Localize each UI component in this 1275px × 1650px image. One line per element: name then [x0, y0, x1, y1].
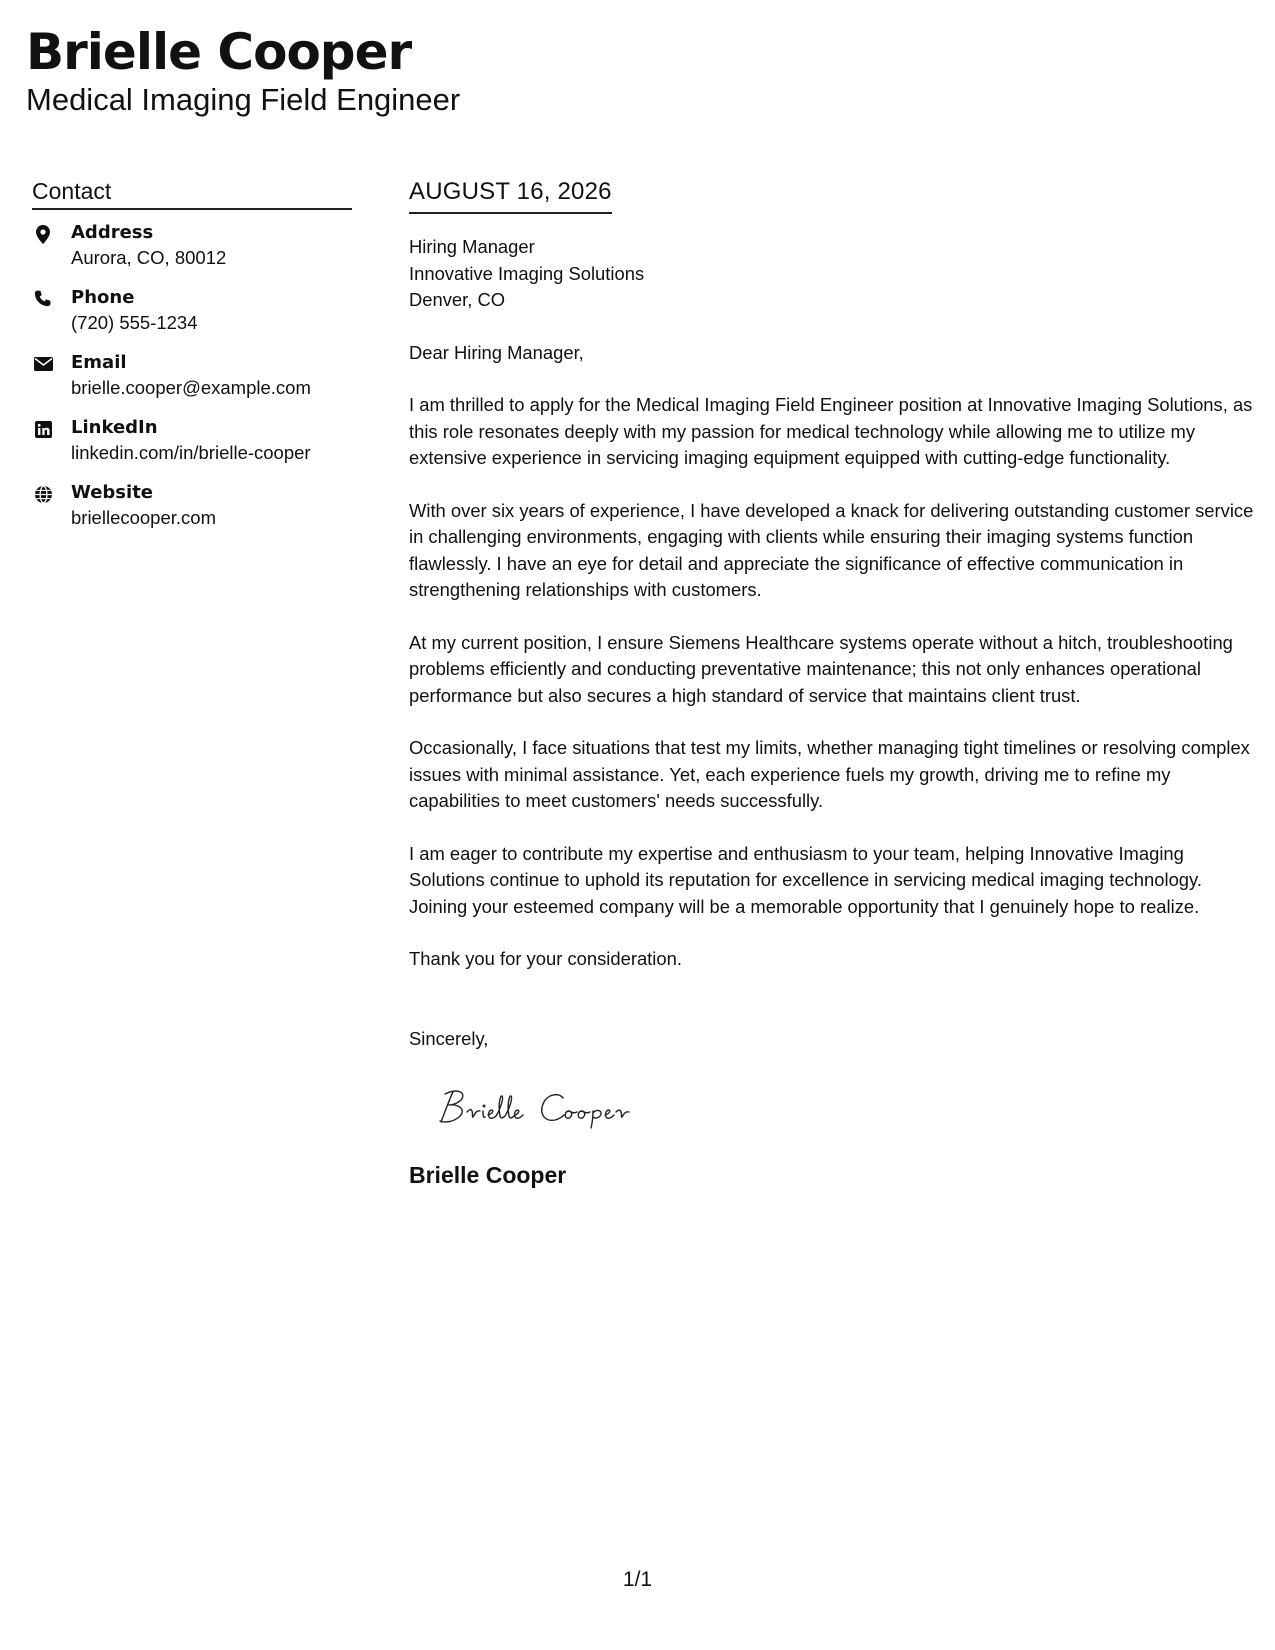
contact-address [32, 220, 352, 270]
contact-email [32, 350, 352, 400]
letter-paragraph: With over six years of experience, I have developed a knack for delivering outstanding customer service in challenging environments, engaging with clients while ensuring their imaging systems function flawlessly. I have an eye for detail and appreciate the significance of effective communication in strengthening relationships with customers. [409, 499, 1254, 600]
handwritten-signature [435, 1086, 1254, 1130]
recipient-block [409, 234, 1254, 314]
letter-paragraph: Thank you for your consideration. [409, 948, 682, 969]
letter-date: AUGUST 16, 2026 [409, 176, 612, 214]
applicant-title: Medical Imaging Field Engineer [26, 82, 461, 117]
letter-paragraph: At my current position, I ensure Siemens Healthcare systems operate without a hitch, troubleshooting problems efficiently and conducting preventative maintenance; this not only enhances operational performance but also secures a high standard of service that maintains client trust. [409, 631, 1233, 706]
letter-header [26, 22, 460, 118]
closing: Sincerely, [409, 1027, 489, 1049]
salutation: Dear Hiring Manager, [409, 341, 584, 363]
contact-value: brielle.cooper@example.com [71, 377, 311, 398]
recipient-line: Hiring Manager [409, 236, 535, 257]
contact-label: Website [71, 482, 154, 503]
recipient-line: Innovative Imaging Solutions [409, 262, 645, 284]
signed-name: Brielle Cooper [409, 1162, 567, 1188]
contact-website [32, 480, 352, 530]
contact-label: Email [71, 352, 127, 373]
letter-paragraph: Occasionally, I face situations that test my limits, whether managing tight timelines or resolving complex issues with minimal assistance. Yet, each experience fuels my growth, driving me to refine my capabilities to meet customers' needs successfully. [409, 737, 1250, 811]
recipient-line: Denver, CO [409, 289, 506, 310]
letter-body [409, 176, 1254, 1190]
contact-label: Address [71, 222, 154, 243]
envelope-icon [32, 353, 54, 375]
contact-value: linkedin.com/in/brielle-cooper [71, 442, 311, 463]
letter-paragraph: I am thrilled to apply for the Medical Imaging Field Engineer position at Innovative Imaging Solutions, as this role resonates deeply with my passion for medical technology while allowing me to utilize my extensive experience in servicing imaging equipment equipped with cutting-edge functionality. [409, 394, 1253, 468]
contact-phone [32, 285, 352, 335]
contact-sidebar [32, 176, 352, 545]
map-marker-icon [32, 223, 54, 245]
contact-label: LinkedIn [71, 417, 158, 438]
linkedin-icon [32, 418, 54, 440]
page-number: 1/1 [622, 1568, 653, 1591]
contact-value: briellecooper.com [71, 507, 216, 528]
contact-linkedin [32, 415, 352, 465]
contact-value: (720) 555-1234 [71, 312, 198, 333]
contact-heading: Contact [32, 176, 352, 210]
phone-icon [32, 288, 54, 310]
applicant-name: Brielle Cooper [26, 23, 412, 81]
contact-label: Phone [71, 287, 135, 308]
contact-value: Aurora, CO, 80012 [71, 247, 227, 268]
letter-paragraph: I am eager to contribute my expertise and enthusiasm to your team, helping Innovative Imaging Solutions continue to uphold its reputation for excellence in servicing medical imaging technology. Joining your esteemed company will be a memorable opportunity that I genuinely hope to realize. [409, 842, 1202, 917]
globe-icon [32, 483, 54, 505]
